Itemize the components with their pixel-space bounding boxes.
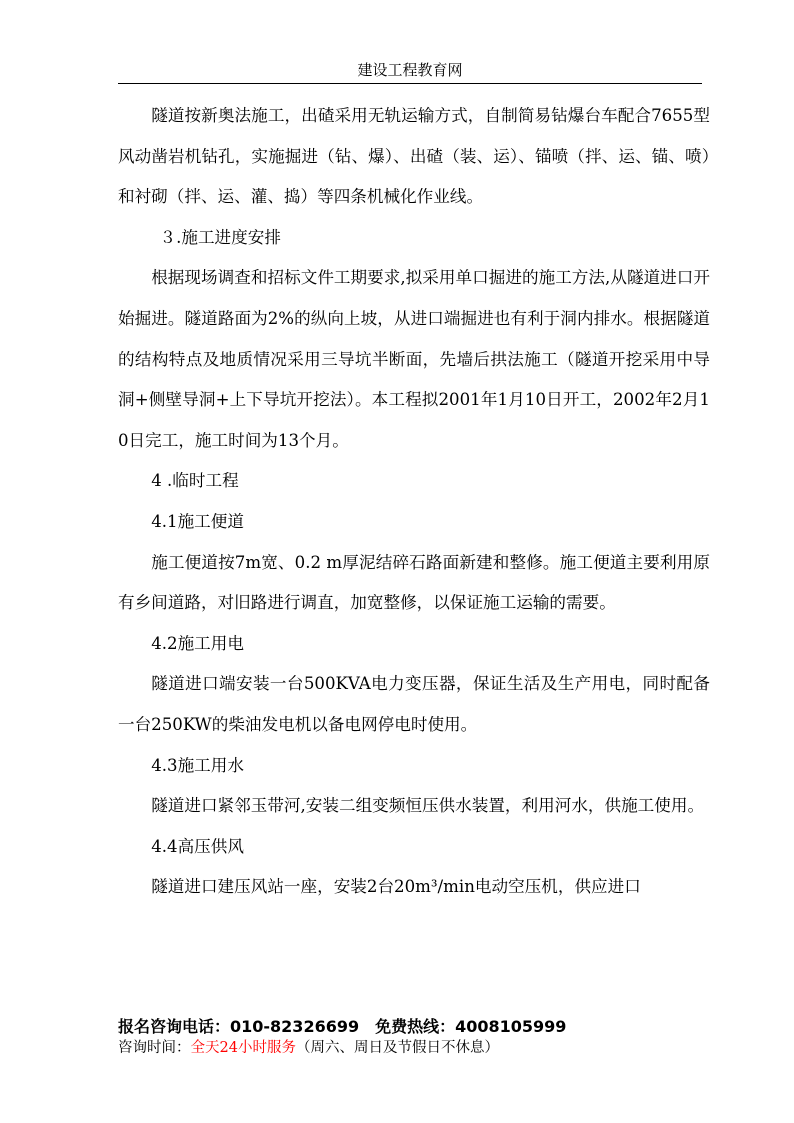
paragraph-schedule: 根据现场调查和招标文件工期要求,拟采用单口掘进的施工方法,从隧道进口开始掘进。隧道路面为2%的纵向上坡，从进口端掘进也有利于洞内排水。根据隧道的结构特点及地质情况采用三导坑半断面，先墙后拱法施工（隧道开挖采用中导洞+侧壁导洞+上下导坑开挖法）。本工程拟2001年1月10日开工，2002年2月10日完工，施工时间为13个月。 [118, 268, 710, 450]
hours-prefix: 咨询时间： [118, 1040, 191, 1056]
heading-power: 4.2施工用电 [151, 633, 244, 653]
page-header-title: 建设工程教育网 [357, 61, 463, 79]
paragraph-power: 隧道进口端安装一台500KVA电力变压器，保证生活及生产用电，同时配备一台250KW的柴油发电机以备电网停电时使用。 [118, 674, 710, 734]
heading-compressed-air: 4.4高压供风 [151, 836, 244, 856]
document-body [118, 96, 710, 908]
hours-highlight: 全天24小时服务 [190, 1040, 296, 1056]
paragraph-construction-method: 隧道按新奥法施工，出碴采用无轨运输方式，自制简易钻爆台车配合7655型风动凿岩机钻孔，实施掘进（钻、爆）、出碴（装、运）、锚喷（拌、运、锚、喷）和衬砌（拌、运、灌、捣）等四条机械化作业线。 [118, 106, 710, 207]
paragraph-access-road: 施工便道按7m宽、0.2 m厚泥结碎石路面新建和整修。施工便道主要利用原有乡间道路，对旧路进行调直，加宽整修，以保证施工运输的需要。 [118, 552, 710, 613]
paragraph-water: 隧道进口紧邻玉带河,安装二组变频恒压供水装置，利用河水，供施工使用。 [151, 796, 705, 816]
enrollment-phone: 报名咨询电话：010-82326699 [118, 1017, 360, 1036]
heading-access-road: 4.1施工便道 [151, 511, 244, 531]
heading-schedule: ３.施工进度安排 [159, 227, 281, 247]
footer-hours-line [118, 1038, 738, 1058]
hours-suffix: （周六、周日及节假日不休息） [295, 1040, 499, 1056]
heading-temporary-works: 4 .临时工程 [151, 471, 239, 491]
heading-water: 4.3施工用水 [151, 755, 244, 775]
paragraph-compressed-air: 隧道进口建压风站一座，安装2台20m³/min电动空压机，供应进口 [151, 877, 641, 897]
header-divider [118, 83, 702, 84]
footer-contact [118, 1017, 738, 1058]
footer-phone-line [118, 1017, 738, 1037]
free-hotline: 免费热线：4008105999 [375, 1017, 567, 1036]
